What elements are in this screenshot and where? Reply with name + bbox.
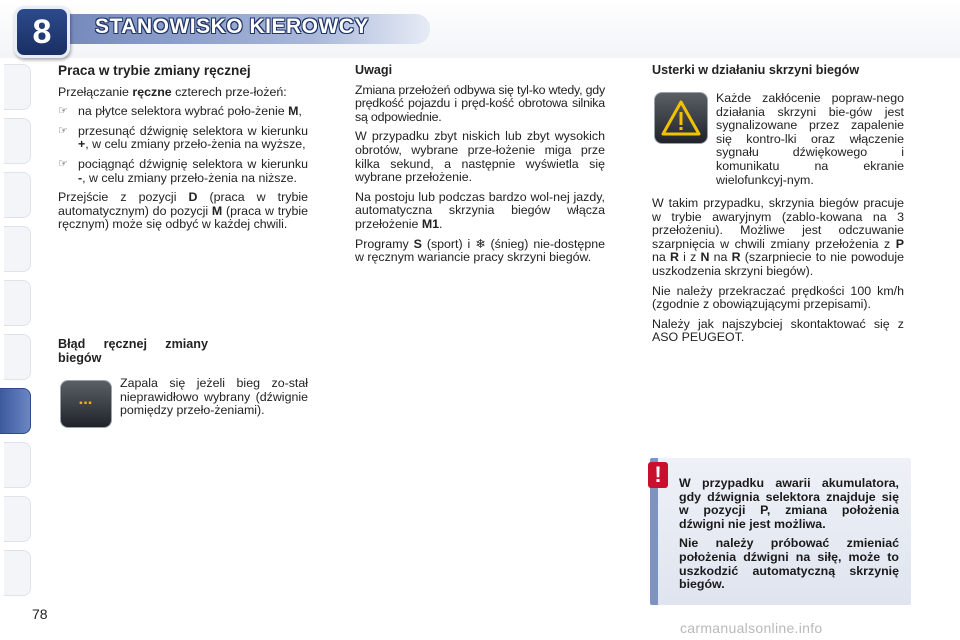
- paragraph: Zapala się jeżeli bieg zo-stał nieprawidłowo wybrany (dźwignie pomiędzy przeło-żeniami).: [120, 376, 308, 418]
- paragraph: Przełączanie ręczne czterech prze-łożeń:: [58, 84, 287, 99]
- middle-column: [355, 64, 605, 271]
- error-description: [120, 377, 308, 424]
- page-number: 78: [32, 606, 48, 622]
- left-column: [58, 64, 308, 238]
- hand-pointer-icon: ☞: [58, 105, 68, 118]
- snowflake-icon: ❄: [475, 236, 486, 251]
- paragraph: Należy jak najszybciej skontaktować się z ASO PEUGEOT.: [652, 316, 904, 345]
- section-title: Praca w trybie zmiany ręcznej: [58, 63, 251, 78]
- paragraph: Każde zakłócenie popraw-nego działania skrzyni bie-gów jest sygnalizowane przez zapalenie się kontro-lki oraz włączenie sygnału dźwiękowego i komunikatu na ekranie wielofunkcyj-nym.: [716, 91, 904, 187]
- paragraph: Na postoju lub podczas bardzo wol-nej jazdy, automatyczna skrzynia biegów włącza przełożenie M1.: [355, 189, 605, 231]
- list-item: ☞ przesunąć dźwignię selektora w kierunku +, w celu zmiany przeło-żenia na wyższe,: [58, 123, 308, 152]
- chapter-tabs: [0, 64, 34, 584]
- paragraph: W przypadku zbyt niskich lub zbyt wysokich obrotów, wybrane prze-łożenie miga prze kilka sekund, a następnie wyświetla się wybrane przełożenie.: [355, 129, 605, 185]
- paragraph: Przejście z pozycji D (praca w trybie automatycznym) do pozycji M (praca w trybie ręcznym) może się odbyć w każdej chwili.: [58, 190, 308, 232]
- error-section: [58, 338, 208, 371]
- chapter-tab[interactable]: [4, 118, 31, 164]
- warning-triangle-svg: [655, 93, 707, 143]
- chapter-tab[interactable]: [4, 334, 31, 380]
- section-title: Usterki w działaniu skrzyni biegów: [652, 63, 860, 77]
- paragraph: Programy S (sport) i ❄ (śnieg) nie-dostępne w ręcznym wariancie pracy skrzyni biegów.: [355, 236, 605, 265]
- paragraph: W przypadku awarii akumulatora, gdy dźwignia selektora znajduje się w pozycji P, zmiana położenia dźwigni nie jest możliwa.: [679, 476, 899, 531]
- chapter-tab[interactable]: [4, 226, 31, 272]
- watermark: carmanualsonline.info: [680, 620, 823, 636]
- section-subtitle: Błąd ręcznej zmiany biegów: [58, 337, 208, 365]
- chapter-tab[interactable]: [4, 550, 31, 596]
- paragraph: W takim przypadku, skrzynia biegów pracuje w trybie awaryjnym (zablo-kowana na 3 przełożeniu). Możliwe jest odczuwanie szarpnięcia w chwili zmiany przełożenia z P na R i z N na R (szarpniecie to nie powoduje uszkodzenia skrzyni biegów).: [652, 196, 904, 278]
- chapter-tab-active[interactable]: [0, 388, 31, 434]
- hand-pointer-icon: ☞: [58, 124, 68, 137]
- warning-light-glyph: ▪▪▪: [79, 398, 93, 409]
- paragraph: Nie należy przekraczać prędkości 100 km/h (zgodnie z obowiązującymi przepisami).: [652, 283, 904, 312]
- chapter-tab[interactable]: [4, 442, 31, 488]
- paragraph: Zmiana przełożeń odbywa się tyl-ko wtedy, gdy prędkość pojazdu i pręd-kość obrotowa silnika są odpowiednie.: [355, 82, 605, 124]
- warning-description: [716, 92, 904, 193]
- chapter-tab[interactable]: [4, 496, 31, 542]
- right-column: [652, 64, 904, 84]
- gearbox-error-warning-icon: [60, 380, 112, 428]
- paragraph: Nie należy próbować zmieniać położenia dźwigni na siłę, może to uszkodzić automatyczną skrzynię biegów.: [679, 536, 899, 592]
- section-title: Uwagi: [355, 63, 393, 77]
- page-title: STANOWISKO KIEROWCY: [95, 15, 369, 38]
- chapter-tab[interactable]: [4, 280, 31, 326]
- warning-triangle-icon: [654, 92, 708, 144]
- list-item: ☞ pociągnąć dźwignię selektora w kierunku -, w celu zmiany przeło-żenia na niższe.: [58, 156, 308, 185]
- hand-pointer-icon: ☞: [58, 157, 68, 170]
- chapter-tab[interactable]: [4, 172, 31, 218]
- warning-notice-text: [679, 477, 899, 598]
- chapter-tab[interactable]: [4, 64, 31, 110]
- chapter-number: 8: [14, 6, 70, 58]
- exclamation-icon: !: [648, 462, 668, 488]
- list-item: ☞ na płytce selektora wybrać poło-żenie M,: [58, 104, 302, 119]
- right-column-body: [652, 197, 904, 351]
